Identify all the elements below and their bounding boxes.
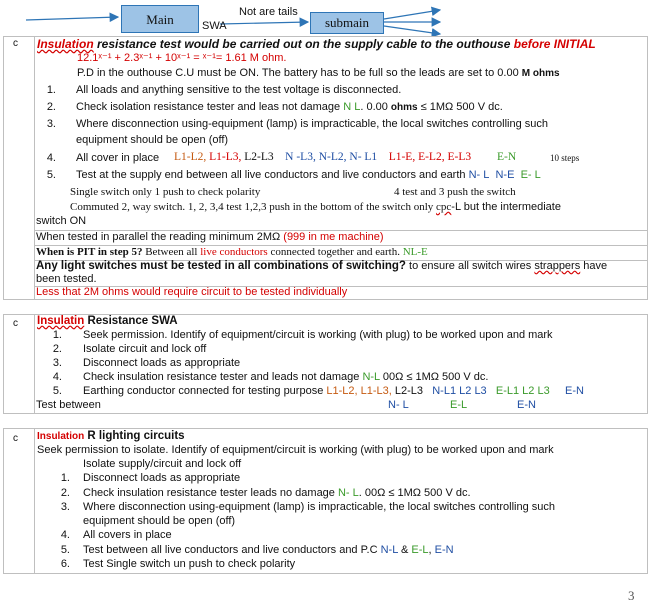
test-between-el: E-L bbox=[450, 399, 468, 411]
section-title: Insulation resistance test would be carried out on the supply cable to the outhouse before INITIAL bbox=[37, 37, 596, 51]
seek-permission: Seek permission to isolate. Identify of equipment/circuit is working (with plug) to be worked upon and mark bbox=[37, 444, 554, 456]
swa-label: SWA bbox=[202, 20, 227, 32]
pit-question: When is PIT in step 5? Between all live conductors connected together and earth. NL-E bbox=[36, 246, 428, 258]
test-between: Test between bbox=[36, 399, 101, 411]
submain-box: submain bbox=[310, 12, 384, 34]
row-marker: c bbox=[13, 38, 18, 49]
section-title: Insulation R lighting circuits bbox=[37, 430, 185, 442]
section-title: Insulatin Resistance SWA bbox=[37, 315, 178, 327]
test-between-nl: N- L bbox=[388, 399, 409, 411]
section-insulation-swa: c Insulatin Resistance SWA 1. Seek permission. Identify of equipment/circuit is working (with plug) to be worked upon and mark 2. Isolate circuit and lock off 3. Disconnect loads as appropriate 4. Check insulation resistance tester and leads not damage N-L 00Ω ≤ 1MΩ 500 V dc. 5. Earthing conductor connected for testing purpose L1-L2, L1-L3, L2-L3 N-L1 L2 L3 E-L1 L2 L3 E-N Test between N- L E-L E-N bbox=[3, 314, 648, 414]
light-switch-answer-cont: been tested. bbox=[36, 273, 97, 285]
formula: 12.1ˣ⁻¹ + 2.3ˣ⁻¹ + 10ˣ⁻¹ = ˣ⁻¹= 1.61 M ohm. bbox=[77, 52, 287, 64]
row-marker: c bbox=[13, 318, 18, 329]
isolate-supply: Isolate supply/circuit and lock off bbox=[83, 458, 242, 470]
row-marker: c bbox=[13, 433, 18, 444]
not-are-tails-label: Not are tails bbox=[239, 6, 298, 18]
single-switch-note: Single switch only 1 push to check polarity bbox=[70, 186, 261, 198]
commuted-note: Commuted 2, way switch. 1, 2, 3,4 test 1,2,3 push in the bottom of the switch only cpc-L but the intermediate bbox=[70, 201, 561, 213]
section-insulation-lighting: c Insulation R lighting circuits Seek permission to isolate. Identify of equipment/circuit is working (with plug) to be worked upon and mark Isolate supply/circuit and lock off 1. Disconnect loads as appropriate 2. Check insulation resistance tester leads no damage N- L. 00Ω ≤ 1MΩ 500 V dc. 3. Where disconnection using-equipment (lamp) is impracticable, the local switches controlling such equipment should be open (off) 4. All covers in place 5. Test between all live conductors and live conductors and P.C N-L & E-L, E-N 6. Test Single switch un push to check polarity bbox=[3, 428, 648, 574]
light-switch-question: Any light switches must be tested in all combinations of switching? to ensure all switch wires strappers have bbox=[36, 260, 608, 272]
main-box: Main bbox=[121, 5, 199, 33]
test-between-en: E-N bbox=[517, 399, 536, 411]
switch-on-note: switch ON bbox=[36, 215, 87, 227]
four-test-note: 4 test and 3 push the switch bbox=[394, 186, 516, 198]
section-insulation-supply-cable: c Insulation resistance test would be carried out on the supply cable to the outhouse before INITIAL 12.1ˣ⁻¹ + 2.3ˣ⁻¹ + 10ˣ⁻¹ = ˣ⁻¹= 1.61 M ohm. P.D in the outhouse C.U must be ON. The battery has to be full so the leads are set to 0.00 M ohms 1. All loads and anything sensitive to the test voltage is disconnected. 2. Check isolation resistance tester and leas not damage N L. 0.00 ohms ≤ 1MΩ 500 V dc. 3. Where disconnection using-equipment (lamp) is impracticable, the local switches controlling such equipment should be open (off) 4. All cover in place L1-L2, L1-L3, L2-L3 N -L3, N-L2, N- L1 L1-E, E-L2, E-L3 E-N 10 steps 5. Test at the supply end between all live conductors and live conductors and earth N- L N-E E- L Single switch only 1 push to check polarity 4 test and 3 push the switch Commuted 2, way switch. 1, 2, 3,4 test 1,2,3 push in the bottom of the switch only cpc-L but the intermediate switch ON When tested in parallel the reading minimum 2MΩ (999 in me machine) When is PIT in step 5? Between all live conductors connected together and earth. NL-E Any light switches must be tested in all combinations of switching? to ensure all switch wires strappers have been tested. Less that 2M ohms would require circuit to be tested individually bbox=[3, 36, 648, 300]
page-number: 3 bbox=[628, 588, 635, 603]
less-than-note: Less that 2M ohms would require circuit to be tested individually bbox=[36, 286, 348, 298]
pd-line: P.D in the outhouse C.U must be ON. The battery has to be full so the leads are set to 0.00 M ohms bbox=[77, 67, 560, 79]
parallel-note: When tested in parallel the reading minimum 2MΩ (999 in me machine) bbox=[36, 231, 384, 243]
